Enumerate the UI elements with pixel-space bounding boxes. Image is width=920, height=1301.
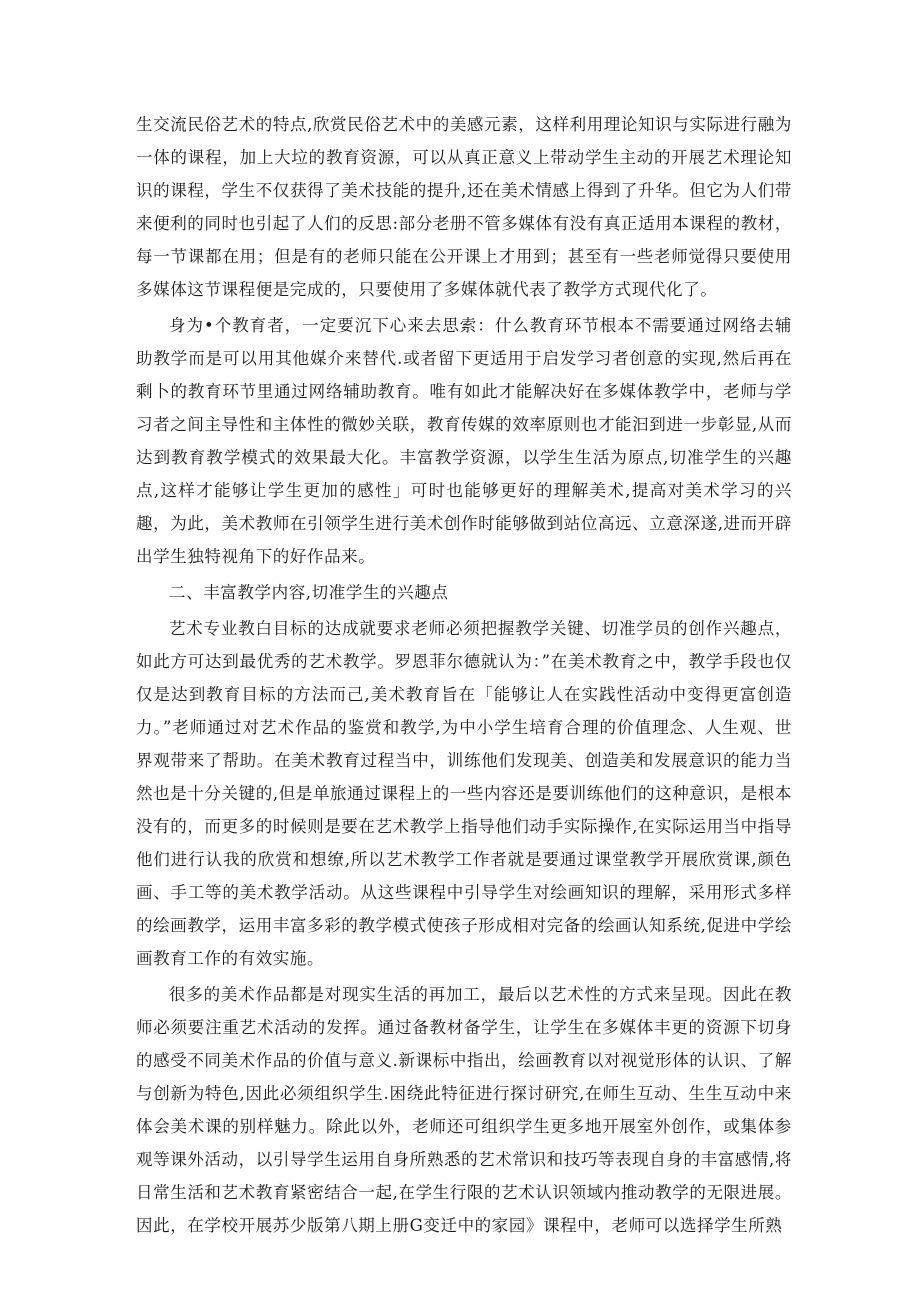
paragraph-educator-reflection: 身为•个教育者，一定要沉下心来去思索：什么教育环节根本不需要通过网络去辅助教学而是可以用其他媒介来替代.或者留下更适用于启发学习者创意的实现,然后再在剩卜的教育环节里通过网络辅助教育。唯有如此才能解决好在多媒体教学中，老师与学习者之间主导性和主体性的微妙关联，教育传媒的效率原则也才能汩到进一步彰显,从而达到教育教学模式的效果最大化。丰富教学资源，以学生生活为原点,切准学生的兴趣点,这样才能够让学生更加的感性」可时也能够更好的理解美术,提高对美术学习的兴趣，为此，美术教师在引领学生进行美术创作时能够做到站位高远、立意深遂,进而开辟出学生独特视角下的好作品来。 [136,316,792,566]
paragraph-art-works-reality: 很多的美术作品都是对现实生活的再加工，最后以艺术性的方式来呈现。因此在教师必须要注重艺术活动的发挥。通过备教材备学生，让学生在多媒体丰更的资源下切身的感受不同美术作品的价值与意义.新课标中指出，绘画教育以对视觉形体的认识、了解与创新为特色,因此必须组织学生.困绕此特征进行探讨研究,在师生互动、生生互动中来体会美术课的别样魅力。除此以外，老师还可组织学生更多地开展室外创作，或集体参观等课外活动，以引导学生运用自身所熟悉的艺术常识和技巧等表现自身的丰富感情,将日常生活和艺术教育紧密结合一起,在学生行限的艺术认识领域内推动教学的无限进展。因此，在学校开展苏少版第八期上册G变迁中的家园》课程中，老师可以选择学生所熟 [136,985,792,1235]
document-page [136,108,792,1245]
paragraph-art-teaching-goals: 艺术专业教白目标的达成就要求老师必须把握教学关键、切准学员的创作兴趣点，如此方可达到最优秀的艺术教学。罗恩菲尔德就认为：”在美术教育之中，教学手段也仅仅是达到教育目标的方法而己,美术教育旨在「能够让人在实践性活动中变得更富创造力。”老师通过对艺术作品的鉴赏和教学,为中小学生培育合理的价值理念、人生观、世界观带来了帮助。在美术教育过程当中，训练他们发现美、创造美和发展意识的能力当然也是十分关键的,但是单旅通过课程上的一些内容还是要训练他们的这种意识，是根本没有的，而更多的时候则是要在艺术教学上指导他们动手实际操作,在实际运用当中指导他们进行认我的欣赏和想缭,所以艺术教学工作者就是要通过课堂教学开展欣赏课,颜色画、手工等的美术教学活动。从这些课程中引导学生对绘画知识的理解，采用形式多样的绘画教学，运用丰富多彩的教学模式使孩子形成相对完备的绘画认知系统,促进中学绘画教育工作的有效实施。 [136,619,792,968]
paragraph-continued: 生交流民俗艺术的特点,欣赏民俗艺术中的美感元素，这样利用理论知识与实际进行融为一体的课程，加上大垃的教育资源，可以从真正意义上带动学生主动的开展艺术理论知识的课程，学生不仅获得了美术技能的提升,还在美术情感上得到了升华。但它为人们带来便利的同时也引起了人们的反思:部分老册不管多媒体有没有真正适用本课程的教材，每一节课都在用；但是有的老师只能在公开课上才用到；甚至有一些老师觉得只要使用多媒体这节课程便是完成的，只要使用了多媒体就代表了教学方式现代化了。 [136,115,792,299]
section-heading: 二、丰富教学内容,切准学生的兴趣点 [169,583,449,602]
